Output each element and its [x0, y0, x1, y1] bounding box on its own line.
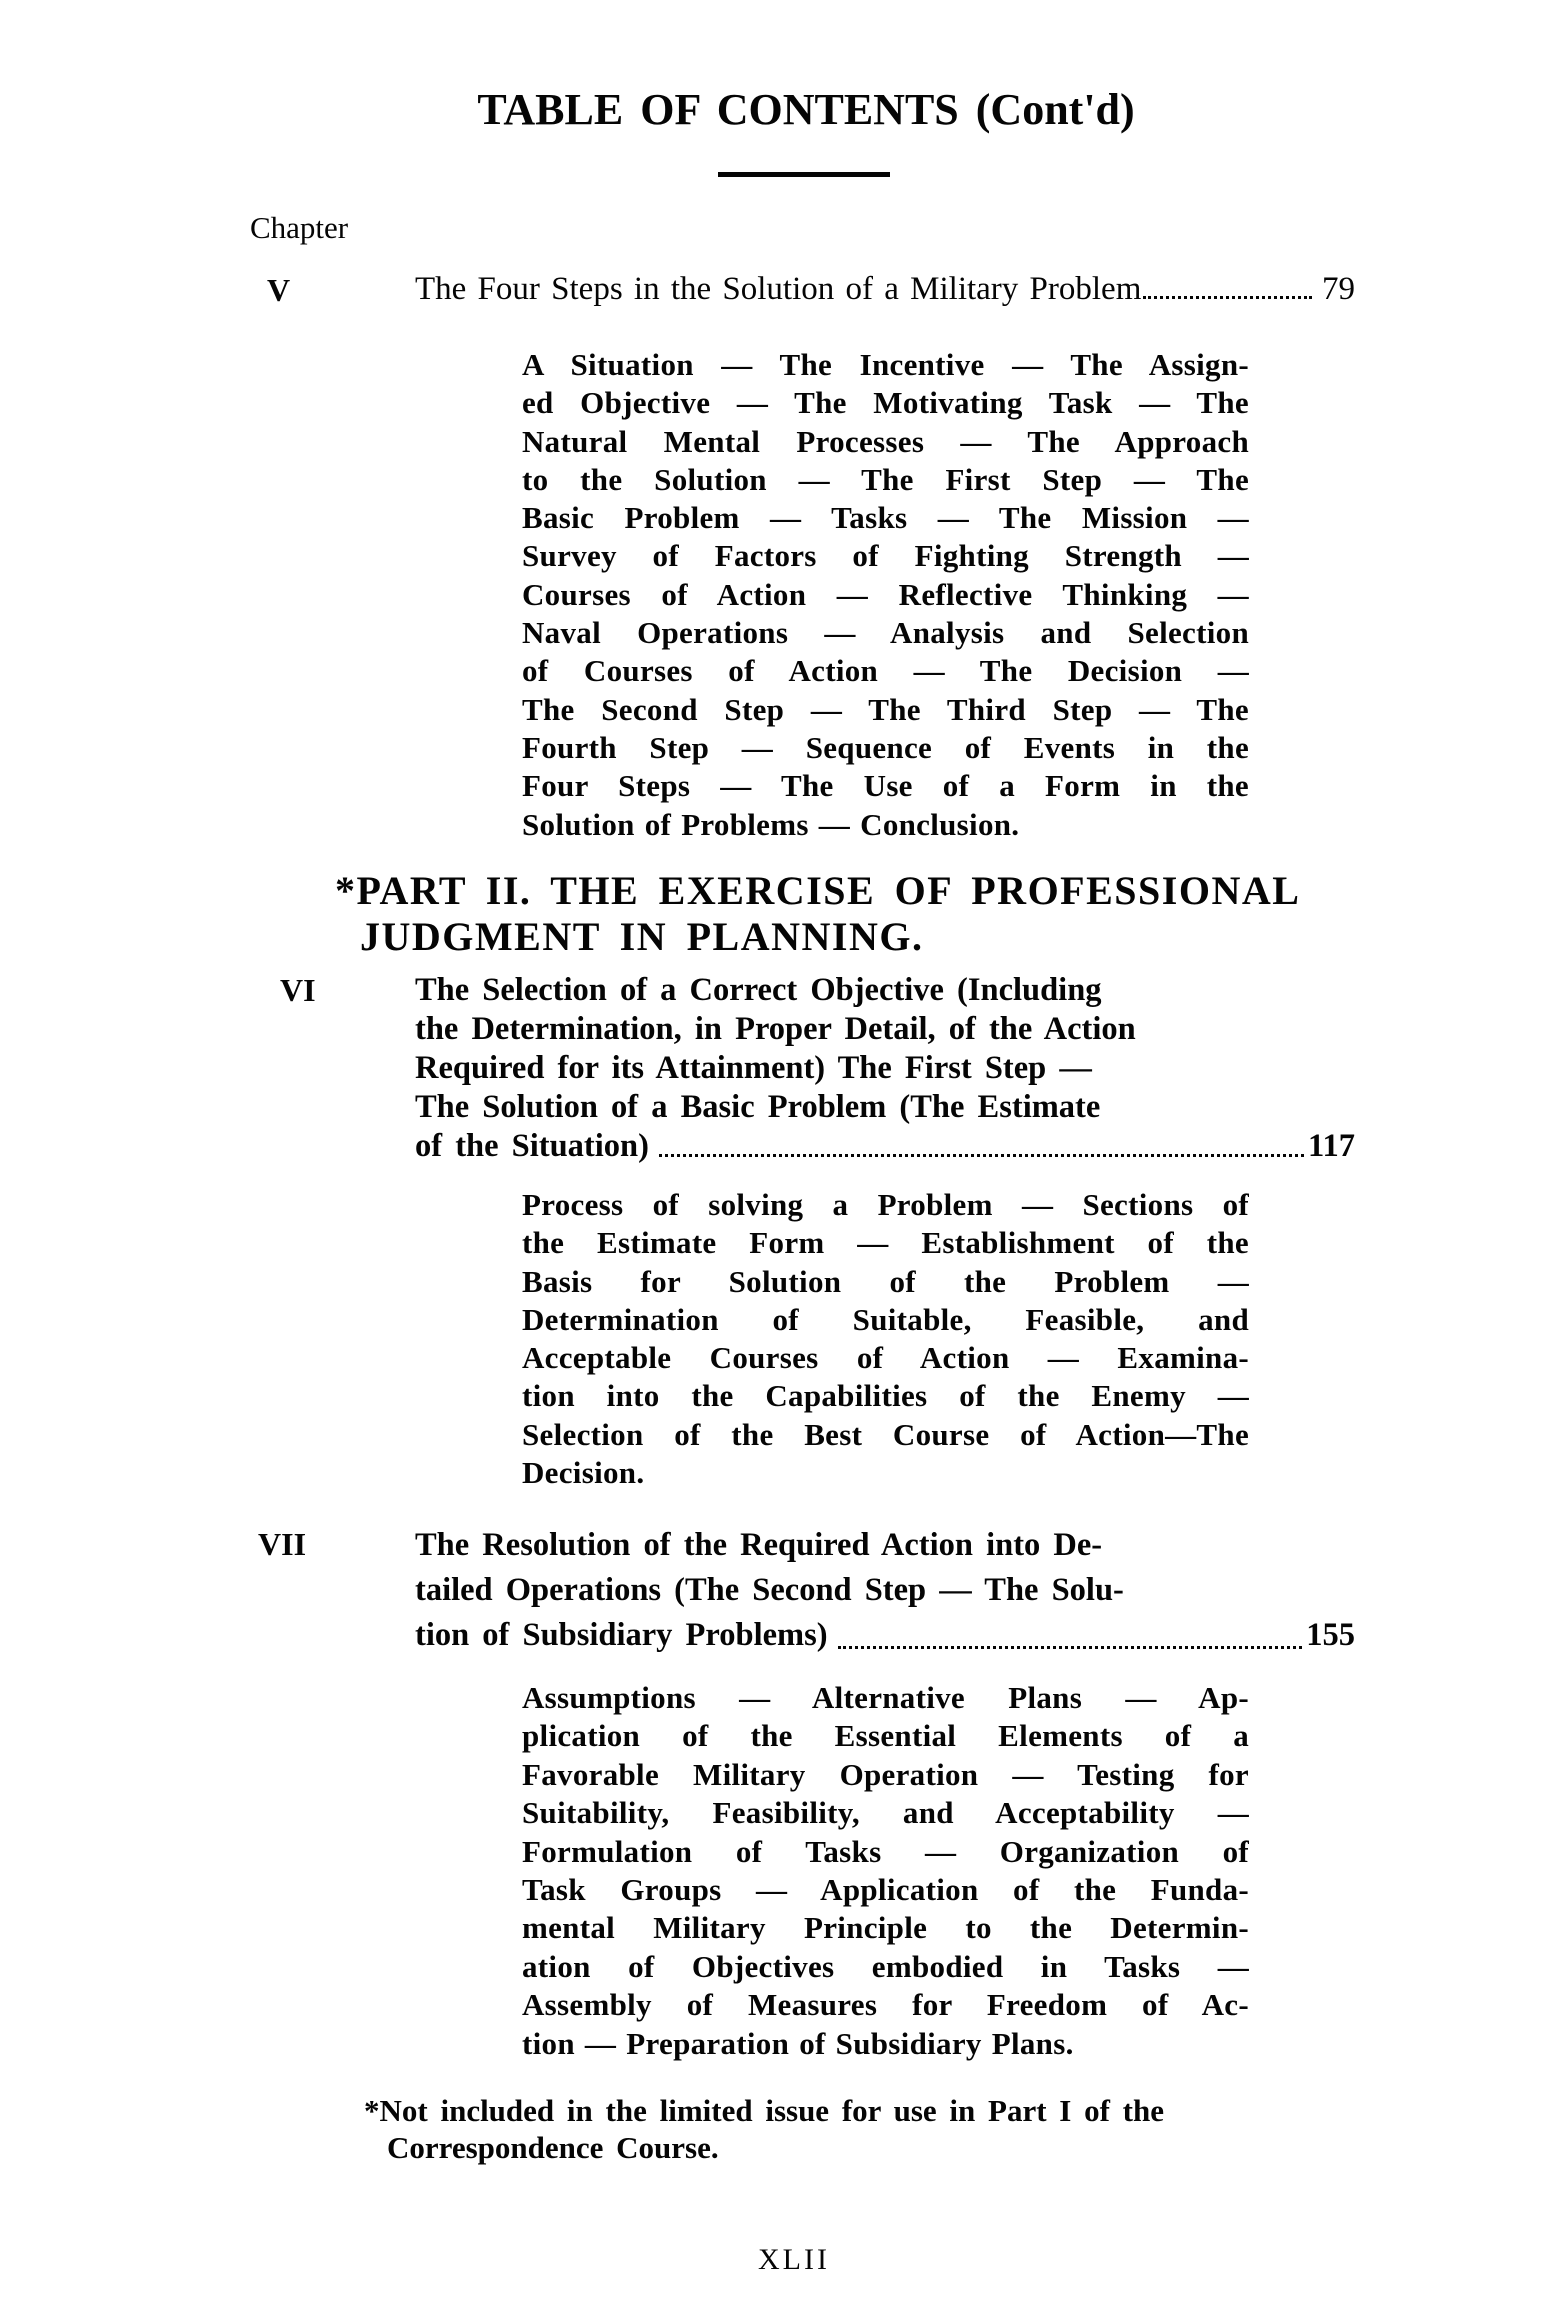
chapter-title-lines-vii — [415, 1523, 1355, 1613]
summary-line-vi: the Estimate Form — Establishment of the — [522, 1225, 1249, 1261]
summary-line-vii: Formulation of Tasks — Organization of — [522, 1833, 1249, 1869]
footnote — [364, 2092, 1394, 2166]
summary-line-vi: Acceptable Courses of Action — Examina- — [522, 1340, 1249, 1376]
chapter-title-line-vi: Required for its Attainment) The First Step — — [415, 1050, 1092, 1086]
page-ref-vi: 117 — [1308, 1128, 1355, 1164]
summary-line-v: The Second Step — The Third Step — The — [522, 691, 1249, 727]
folio-page-number: XLII — [758, 2243, 830, 2276]
page-ref-v: 79 — [1322, 271, 1355, 307]
chapter-title-tail-vii: tion of Subsidiary Problems) — [415, 1617, 828, 1653]
chapter-summary-vi — [522, 1186, 1249, 1492]
chapter-title-tail-vi: of the Situation) — [415, 1128, 649, 1164]
chapter-column-label: Chapter — [250, 210, 349, 245]
part-ii-heading-line1: *PART II. THE EXERCISE OF PROFESSIONAL — [335, 868, 1301, 913]
summary-line-v: Naval Operations — Analysis and Selection — [522, 615, 1249, 651]
summary-line-v: Survey of Factors of Fighting Strength — — [522, 538, 1249, 574]
chapter-leader-row-vii — [415, 1613, 1355, 1658]
chapter-numeral-vi: VI — [280, 972, 316, 1008]
summary-line-vi: Determination of Suitable, Feasible, and — [522, 1301, 1249, 1337]
summary-line-v: Solution of Problems — Conclusion. — [522, 806, 1020, 842]
summary-line-vii: Suitability, Feasibility, and Acceptability — — [522, 1795, 1249, 1831]
chapter-title-row-v — [415, 271, 1355, 308]
summary-line-vii: Assumptions — Alternative Plans — Ap- — [522, 1680, 1249, 1715]
summary-line-vii: Assembly of Measures for Freedom of Ac- — [522, 1987, 1249, 2023]
summary-line-vii: mental Military Principle to the Determin- — [522, 1910, 1249, 1946]
part-ii-heading — [335, 868, 1435, 960]
chapter-title-line-vi: The Selection of a Correct Objective (Including — [415, 972, 1102, 1008]
chapter-title-line-vi: the Determination, in Proper Detail, of the Action — [415, 1011, 1136, 1047]
dot-leader-vii — [838, 1646, 1303, 1649]
summary-line-v: Courses of Action — Reflective Thinking — — [522, 576, 1249, 612]
summary-line-v: A Situation — The Incentive — The Assign- — [522, 347, 1249, 382]
summary-line-v: to the Solution — The First Step — The — [522, 461, 1249, 497]
summary-line-vi: tion into the Capabilities of the Enemy — — [522, 1378, 1249, 1414]
page-title: TABLE OF CONTENTS (Cont'd) — [477, 85, 1135, 134]
summary-line-vi: Basis for Solution of the Problem — — [522, 1263, 1249, 1299]
summary-line-vii: ation of Objectives embodied in Tasks — — [522, 1948, 1249, 1984]
chapter-title-block-vii — [415, 1523, 1355, 1658]
summary-line-v: of Courses of Action — The Decision — — [522, 653, 1249, 689]
summary-line-vi: Selection of the Best Course of Action—The — [522, 1416, 1249, 1452]
chapter-leader-row-vi — [415, 1127, 1355, 1166]
chapter-summary-vii — [522, 1679, 1249, 2063]
part-ii-heading-line2: JUDGMENT IN PLANNING. — [360, 914, 924, 959]
summary-line-v: Fourth Step — Sequence of Events in the — [522, 729, 1249, 765]
summary-line-vii: plication of the Essential Elements of a — [522, 1718, 1249, 1754]
chapter-title-block-vi — [415, 971, 1355, 1166]
footnote-line1: *Not included in the limited issue for use in Part I of the — [364, 2093, 1164, 2128]
chapter-title-line-vii: The Resolution of the Required Action into De- — [415, 1527, 1103, 1563]
summary-line-v: Four Steps — The Use of a Form in the — [522, 768, 1249, 804]
chapter-title-line-vi: The Solution of a Basic Problem (The Estimate — [415, 1089, 1101, 1125]
chapter-numeral-v: V — [267, 272, 291, 308]
summary-line-vi: Process of solving a Problem — Sections of — [522, 1187, 1249, 1222]
summary-line-v: Basic Problem — Tasks — The Mission — — [522, 500, 1249, 536]
summary-line-vi: Decision. — [522, 1455, 645, 1491]
summary-line-vii: Task Groups — Application of the Funda- — [522, 1872, 1249, 1908]
summary-line-vii: tion — Preparation of Subsidiary Plans. — [522, 2025, 1074, 2061]
footnote-line2: Correspondence Course. — [387, 2130, 719, 2165]
chapter-title-text-v: The Four Steps in the Solution of a Military Problem — [415, 271, 1142, 307]
summary-line-v: Natural Mental Processes — The Approach — [522, 423, 1249, 459]
chapter-numeral-vii: VII — [258, 1526, 307, 1562]
summary-line-vii: Favorable Military Operation — Testing for — [522, 1756, 1249, 1792]
chapter-summary-v — [522, 346, 1249, 844]
title-divider-rule — [718, 172, 890, 177]
page-ref-vii: 155 — [1306, 1617, 1355, 1653]
chapter-title-line-vii: tailed Operations (The Second Step — The Solu- — [415, 1572, 1124, 1608]
summary-line-v: ed Objective — The Motivating Task — The — [522, 385, 1249, 421]
dot-leader-v — [1143, 296, 1312, 299]
chapter-title-lines-vi — [415, 971, 1355, 1127]
dot-leader-vi — [659, 1154, 1304, 1157]
